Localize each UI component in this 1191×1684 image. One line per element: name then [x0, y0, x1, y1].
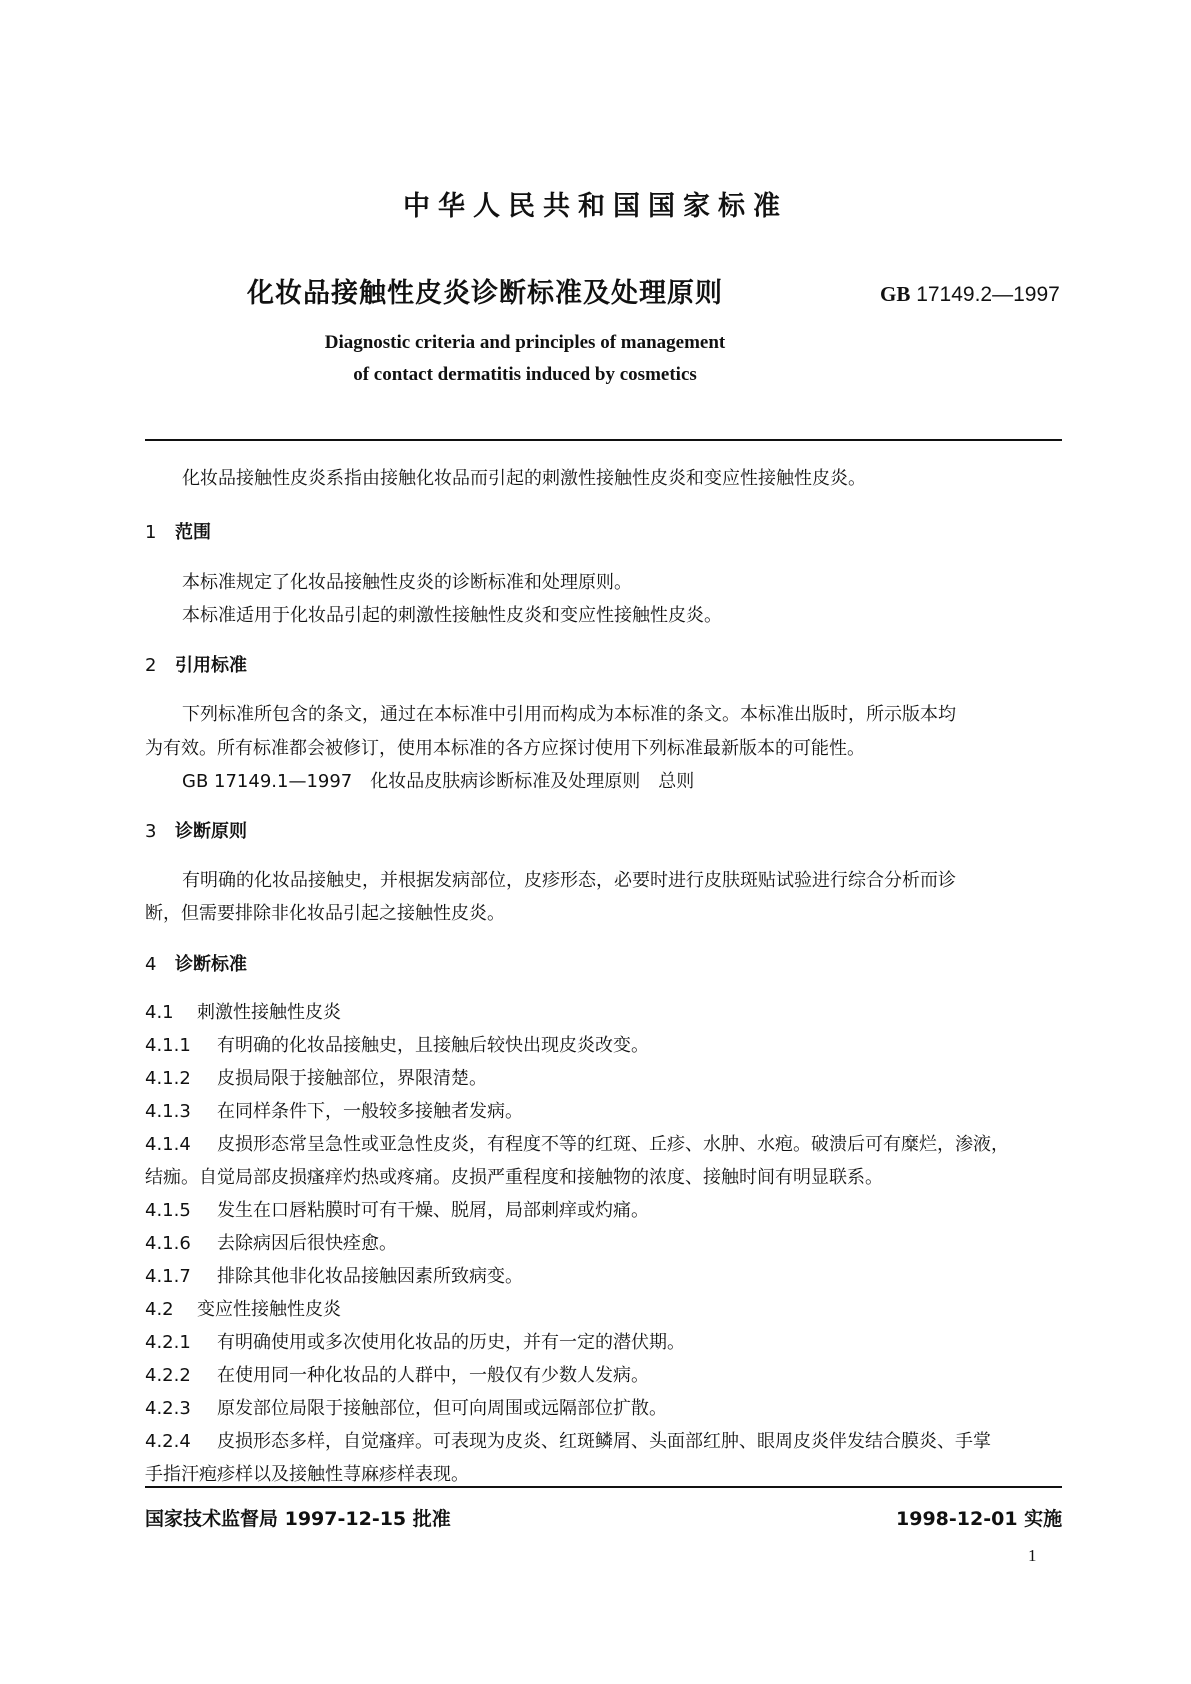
clause-text: 发生在口唇粘膜时可有干燥、脱屑，局部刺痒或灼痛。: [217, 1200, 649, 1221]
clause-text: 在使用同一种化妆品的人群中，一般仅有少数人发病。: [217, 1365, 649, 1386]
clause-text: 皮损形态常呈急性或亚急性皮炎，有程度不等的红斑、丘疹、水肿、水疱。破溃后可有糜烂，渗液，: [217, 1134, 1009, 1155]
sec1-paragraph-1: 本标准规定了化妆品接触性皮炎的诊断标准和处理原则。: [182, 572, 632, 593]
clause-4-1-7: [145, 1262, 523, 1288]
section-number: 3: [145, 821, 157, 842]
clause-number: 4.1.7: [145, 1266, 191, 1287]
section-1-heading: [145, 518, 211, 544]
clause-title: 刺激性接触性皮炎: [197, 1002, 341, 1023]
clause-number: 4.1.6: [145, 1233, 191, 1254]
section-title: 引用标准: [175, 655, 247, 676]
national-standard-heading: 中华人民共和国国家标准: [403, 191, 788, 222]
sec3-paragraph-line2: 断，但需要排除非化妆品引起之接触性皮炎。: [145, 903, 505, 924]
standard-code: [880, 282, 1060, 307]
clause-number: 4.1.5: [145, 1200, 191, 1221]
clause-4-2-4-continuation: 手指汗疱疹样以及接触性荨麻疹样表现。: [145, 1464, 469, 1485]
sec3-paragraph-line1: 有明确的化妆品接触史，并根据发病部位，皮疹形态，必要时进行皮肤斑贴试验进行综合分析而诊: [182, 870, 956, 891]
clause-text: 排除其他非化妆品接触因素所致病变。: [217, 1266, 523, 1287]
sec2-paragraph-line1: 下列标准所包含的条文，通过在本标准中引用而构成为本标准的条文。本标准出版时，所示版本均: [182, 704, 956, 725]
page-number: 1: [1028, 1546, 1037, 1565]
clause-number: 4.2.1: [145, 1332, 191, 1353]
subsection-4-1: [145, 998, 341, 1024]
section-number: 2: [145, 655, 157, 676]
section-2-heading: [145, 651, 247, 677]
approval-date: 国家技术监督局 1997-12-15 批准: [145, 1508, 451, 1530]
section-3-heading: [145, 817, 247, 843]
reference-code: GB 17149.1—1997: [182, 771, 353, 792]
clause-text: 皮损形态多样，自觉瘙痒。可表现为皮炎、红斑鳞屑、头面部红肿、眼周皮炎伴发结合膜炎、手掌: [217, 1431, 991, 1452]
clause-text: 去除病因后很快痊愈。: [217, 1233, 397, 1254]
clause-4-2-2: [145, 1361, 649, 1387]
intro-paragraph: 化妆品接触性皮炎系指由接触化妆品而引起的刺激性接触性皮炎和变应性接触性皮炎。: [182, 468, 866, 489]
clause-4-1-5: [145, 1196, 649, 1222]
clause-4-1-4-continuation: 结痂。自觉局部皮损瘙痒灼热或疼痛。皮损严重程度和接触物的浓度、接触时间有明显联系。: [145, 1167, 883, 1188]
document-title-en-line1: Diagnostic criteria and principles of management: [324, 332, 726, 353]
clause-4-1-3: [145, 1097, 523, 1123]
clause-text: 有明确使用或多次使用化妆品的历史，并有一定的潜伏期。: [217, 1332, 685, 1353]
clause-4-1-1: [145, 1031, 649, 1057]
clause-4-1-6: [145, 1229, 397, 1255]
clause-number: 4.2: [145, 1299, 174, 1320]
clause-number: 4.1.4: [145, 1134, 191, 1155]
document-title-en-line2: of contact dermatitis induced by cosmetics: [353, 364, 697, 385]
normative-reference: [182, 767, 694, 793]
clause-text: 皮损局限于接触部位，界限清楚。: [217, 1068, 487, 1089]
clause-text: 原发部位局限于接触部位，但可向周围或远隔部位扩散。: [217, 1398, 667, 1419]
section-title: 诊断原则: [175, 821, 247, 842]
sec2-paragraph-line2: 为有效。所有标准都会被修订，使用本标准的各方应探讨使用下列标准最新版本的可能性。: [145, 738, 865, 759]
clause-4-2-1: [145, 1328, 685, 1354]
clause-number: 4.1.2: [145, 1068, 191, 1089]
section-title: 诊断标准: [175, 954, 247, 975]
implementation-date: 1998-12-01 实施: [896, 1508, 1063, 1530]
clause-4-1-4: [145, 1130, 1009, 1156]
clause-number: 4.2.3: [145, 1398, 191, 1419]
header-divider: [145, 439, 1062, 441]
clause-number: 4.2.2: [145, 1365, 191, 1386]
section-number: 4: [145, 954, 157, 975]
clause-4-2-4: [145, 1427, 991, 1453]
clause-number: 4.1: [145, 1002, 174, 1023]
clause-number: 4.1.1: [145, 1035, 191, 1056]
section-number: 1: [145, 522, 157, 543]
footer-divider: [145, 1486, 1062, 1488]
clause-number: 4.1.3: [145, 1101, 191, 1122]
document-title-cn: 化妆品接触性皮炎诊断标准及处理原则: [247, 278, 723, 309]
standard-code-prefix: GB: [880, 282, 911, 306]
clause-text: 在同样条件下，一般较多接触者发病。: [217, 1101, 523, 1122]
clause-4-1-2: [145, 1064, 487, 1090]
section-title: 范围: [175, 522, 211, 543]
clause-title: 变应性接触性皮炎: [197, 1299, 341, 1320]
clause-4-2-3: [145, 1394, 667, 1420]
section-4-heading: [145, 950, 247, 976]
standard-code-number: 17149.2—1997: [916, 283, 1060, 306]
clause-number: 4.2.4: [145, 1431, 191, 1452]
sec1-paragraph-2: 本标准适用于化妆品引起的刺激性接触性皮炎和变应性接触性皮炎。: [182, 605, 722, 626]
subsection-4-2: [145, 1295, 341, 1321]
reference-title: 化妆品皮肤病诊断标准及处理原则 总则: [370, 771, 695, 792]
clause-text: 有明确的化妆品接触史，且接触后较快出现皮炎改变。: [217, 1035, 649, 1056]
